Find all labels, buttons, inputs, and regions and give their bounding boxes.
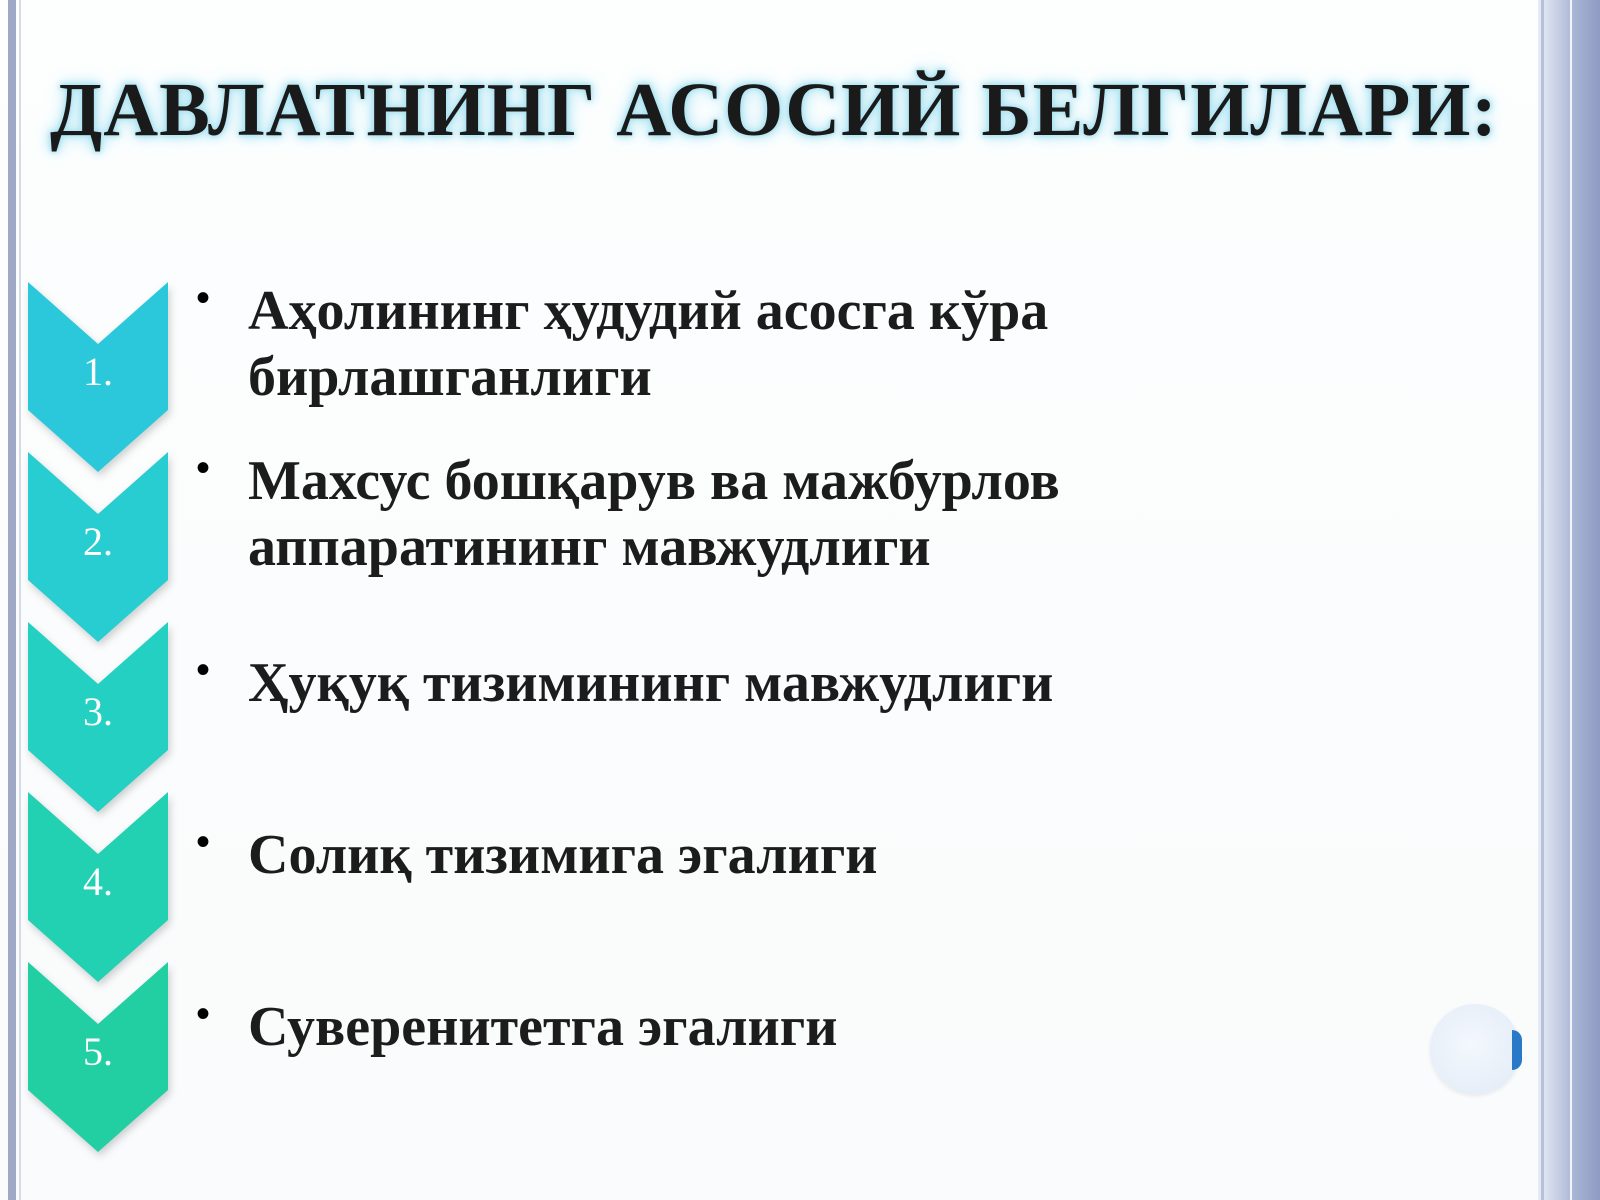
bullet-text	[248, 278, 1368, 410]
left-border-inner	[19, 0, 21, 1200]
step-chevrons	[28, 282, 168, 1182]
right-frame	[1538, 0, 1600, 1200]
bullet-icon: •	[196, 446, 211, 490]
step-number-3: 3.	[83, 689, 113, 734]
bullet-line: аппаратининг мавжудлиги	[248, 516, 931, 578]
left-border	[8, 0, 16, 1200]
bullet-text	[248, 448, 1368, 580]
step-number-4: 4.	[83, 859, 113, 904]
chevron-step-2	[28, 452, 168, 642]
slide-nav-button[interactable]	[1430, 1004, 1520, 1094]
bullet-line: Ҳуқуқ тизимининг мавжудлиги	[248, 652, 1054, 714]
bullet-text	[248, 994, 1368, 1060]
chevron-step-5	[28, 962, 168, 1152]
bullet-text	[248, 650, 1368, 716]
bullet-line: Аҳолининг ҳудудий асосга кўра	[248, 280, 1049, 342]
step-number-5: 5.	[83, 1029, 113, 1074]
bullet-icon: •	[196, 648, 211, 692]
right-frame-line-light	[1570, 0, 1572, 1200]
bullet-line: бирлашганлиги	[248, 346, 652, 408]
bullet-icon: •	[196, 820, 211, 864]
step-number-1: 1.	[83, 349, 113, 394]
chevron-step-1	[28, 282, 168, 472]
step-number-2: 2.	[83, 519, 113, 564]
bullet-icon: •	[196, 276, 211, 320]
bullet-icon: •	[196, 992, 211, 1036]
bullet-line: Солиқ тизимига эгалиги	[248, 824, 878, 886]
chevron-step-3	[28, 622, 168, 812]
bullet-line: Суверенитетга эгалиги	[248, 996, 838, 1058]
slide-title: ДАВЛАТНИНГ АСОСИЙ БЕЛГИЛАРИ:	[50, 68, 1498, 152]
nav-accent-icon	[1512, 1030, 1522, 1070]
bullet-line: Махсус бошқарув ва мажбурлов	[248, 450, 1060, 512]
chevron-step-4	[28, 792, 168, 982]
right-frame-line	[1541, 0, 1544, 1200]
bullet-text	[248, 822, 1368, 888]
